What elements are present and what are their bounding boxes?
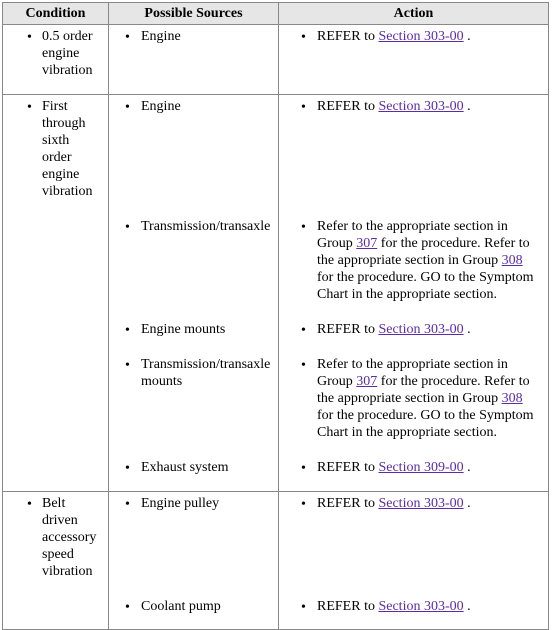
bullet: • [301, 100, 306, 115]
bullet: • [301, 30, 306, 45]
source-text: Transmission/transaxle mounts [141, 357, 271, 389]
action-text: REFER to Section 303-00 . [317, 496, 471, 511]
bullet: • [125, 100, 130, 115]
source-text: Engine [141, 99, 181, 114]
bullet: • [27, 497, 32, 512]
bullet: • [125, 220, 130, 235]
bullet: • [301, 358, 306, 373]
group-link[interactable]: 308 [501, 253, 523, 268]
section-link[interactable]: Section 303-00 [378, 29, 464, 44]
bullet: • [125, 358, 130, 373]
section-link[interactable]: Section 303-00 [378, 496, 464, 511]
column-divider [108, 3, 109, 629]
action-text: Refer to the appropriate section in Group 307 for the procedure. Refer to the appropriate section in Group 308 for the procedure. GO to the Symptom Chart in the appropriate section. [317, 219, 534, 302]
section-link[interactable]: Section 303-00 [378, 99, 464, 114]
bullet: • [301, 600, 306, 615]
action-text: REFER to Section 303-00 . [317, 29, 471, 44]
source-text: Exhaust system [141, 460, 229, 475]
section-link[interactable]: Section 303-00 [378, 599, 464, 614]
action-text: REFER to Section 303-00 . [317, 322, 471, 337]
condition-text: First through sixth order engine vibration [42, 99, 93, 199]
bullet: • [125, 461, 130, 476]
header-possible-sources: Possible Sources [109, 3, 279, 25]
source-text: Engine [141, 29, 181, 44]
bullet: • [27, 100, 32, 115]
group-link[interactable]: 308 [501, 391, 523, 406]
source-text: Engine mounts [141, 322, 226, 337]
bullet: • [125, 30, 130, 45]
section-link[interactable]: Section 303-00 [378, 322, 464, 337]
column-divider [278, 3, 279, 629]
bullet: • [301, 497, 306, 512]
diagnostic-table [2, 2, 549, 630]
header-action: Action [279, 3, 548, 25]
row-divider [3, 491, 548, 492]
bullet: • [301, 220, 306, 235]
action-text: Refer to the appropriate section in Group 307 for the procedure. Refer to the appropriate section in Group 308 for the procedure. GO to the Symptom Chart in the appropriate section. [317, 357, 534, 440]
bullet: • [27, 30, 32, 45]
bullet: • [125, 323, 130, 338]
action-text: REFER to Section 309-00 . [317, 460, 471, 475]
header-condition: Condition [3, 3, 109, 25]
bullet: • [301, 461, 306, 476]
group-link[interactable]: 307 [356, 374, 378, 389]
bullet: • [125, 497, 130, 512]
bullet: • [125, 600, 130, 615]
action-text: REFER to Section 303-00 . [317, 99, 471, 114]
condition-text: Belt driven accessory speed vibration [42, 496, 97, 579]
row-divider [3, 94, 548, 95]
condition-text: 0.5 order engine vibration [42, 29, 93, 78]
action-text: REFER to Section 303-00 . [317, 599, 471, 614]
source-text: Engine pulley [141, 496, 220, 511]
source-text: Transmission/transaxle [141, 219, 271, 234]
bullet: • [301, 323, 306, 338]
section-link[interactable]: Section 309-00 [378, 460, 464, 475]
group-link[interactable]: 307 [356, 236, 378, 251]
source-text: Coolant pump [141, 599, 221, 614]
